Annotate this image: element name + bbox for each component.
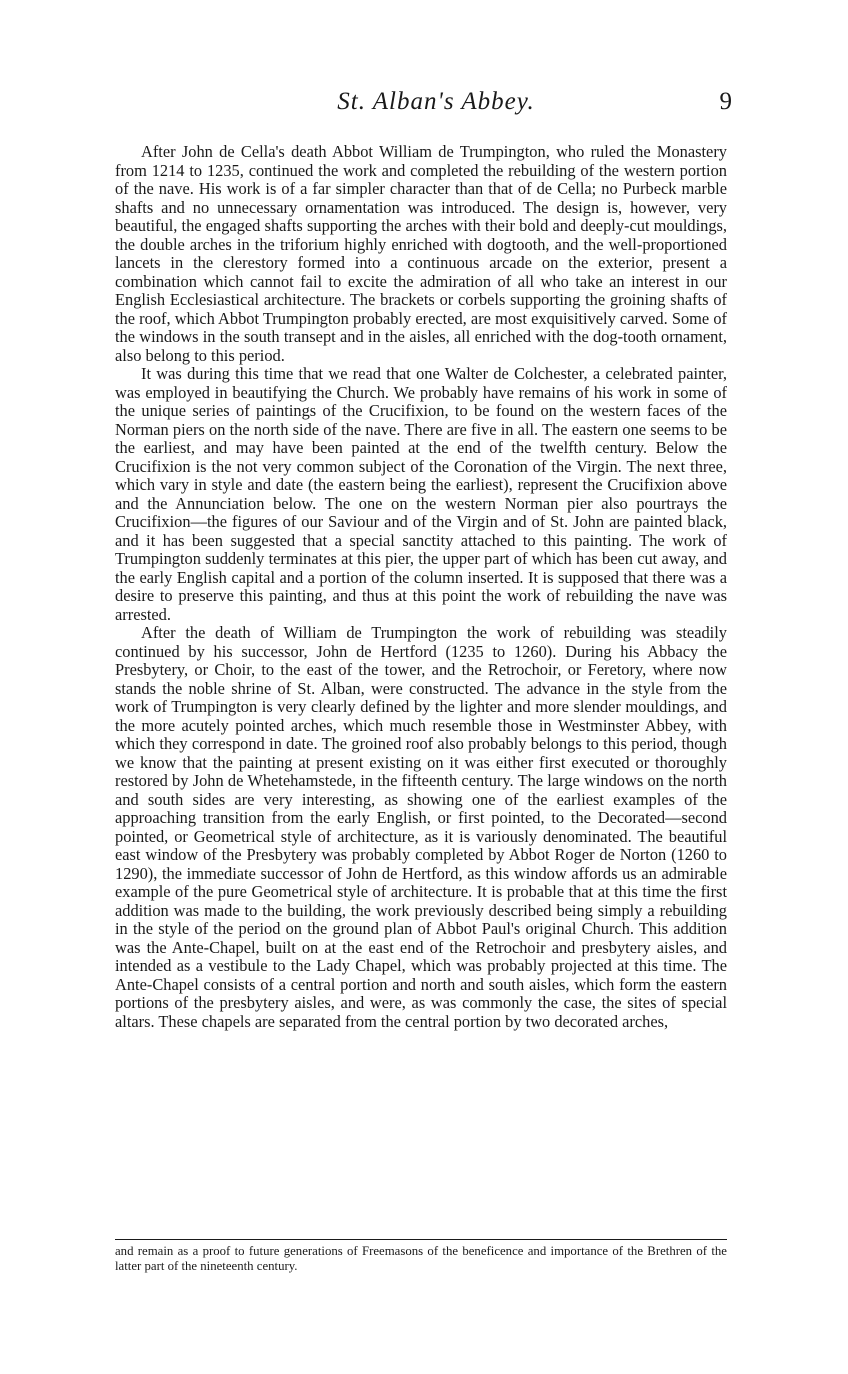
running-title: St. Alban's Abbey. [337, 88, 535, 115]
paragraph: It was during this time that we read that one Walter de Colchester, a celebrated painter, was employed in beautifying the Church. We probably have remains of his work in some of the unique series of paintings of the Crucifixion, to be found on the western faces of the Norman piers on the north side of the nave. There are five in all. The eastern one seems to be the earliest, and may have been painted at the end of the twelfth century. Below the Crucifixion is the not very common subject of the Coronation of the Virgin. The next three, which vary in style and date (the eastern being the earliest), represent the Crucifixion above and the Annunciation below. The one on the western Norman pier also pourtrays the Crucifixion—the figures of our Saviour and of the Virgin and of St. John are painted black, and it has been suggested that a special sanctity attached to this painting. The work of Trumpington suddenly terminates at this pier, the upper part of which has been cut away, and the early English capital and a portion of the column inserted. It is supposed that there was a desire to preserve this painting, and thus at this point the work of rebuilding the nave was arrested. [115, 364, 727, 624]
paragraph: After John de Cella's death Abbot William de Trumpington, who ruled the Monastery from 1214 to 1235, continued the work and completed the rebuilding of the western portion of the nave. His work is of a far simpler character than that of de Cella; no Purbeck marble shafts and no unnecessary ornamentation was introduced. The design is, however, very beautiful, the engaged shafts supporting the arches with their bold and deeply-cut mouldings, the double arches in the triforium highly enriched with dogtooth, and the well-proportioned lancets in the clerestory formed into a continuous arcade on the exterior, present a combination which cannot fail to excite the admiration of all who take an interest in our English Ecclesiastical architecture. The brackets or corbels supporting the groining shafts of the roof, which Abbot Trumpington probably erected, are most exquisitively carved. Some of the windows in the south transept and in the aisles, all enriched with the dog-tooth ornament, also belong to this period. [115, 142, 727, 365]
page-number: 9 [719, 88, 732, 115]
paragraph: After the death of William de Trumpington the work of rebuilding was steadily continued by his successor, John de Hertford (1235 to 1260). During his Abbacy the Presbytery, or Choir, to the east of the tower, and the Retrochoir, or Feretory, where now stands the noble shrine of St. Alban, were constructed. The advance in the style from the work of Trumpington is very clearly defined by the lighter and more slender mouldings, and the more acutely pointed arches, which much resemble those in Westminster Abbey, with which they correspond in date. The groined roof also probably belongs to this period, though we know that the painting at present existing on it was either first executed or thoroughly restored by John de Whetehamstede, in the fifteenth century. The large windows on the north and south sides are very interesting, as showing one of the earliest examples of the approaching transition from the early English, or first pointed, to the Decorated—second pointed, or Geometrical style of architecture, as it is variously denominated. The beautiful east window of the Presbytery was probably completed by Abbot Roger de Norton (1260 to 1290), the immediate successor of John de Hertford, as this window affords us an admirable example of the pure Geometrical style of architecture. It is probable that at this time the first addition was made to the building, the work previously described being simply a rebuilding in the style of the period on the ground plan of Abbot Paul's original Church. This addition was the Ante-Chapel, built on at the east end of the Retrochoir and presbytery aisles, and intended as a vestibule to the Lady Chapel, which was probably projected at this time. The Ante-Chapel consists of a central portion and north and south aisles, which form the eastern portions of the presbytery aisles, and were, as was commonly the case, the sites of special altars. These chapels are separated from the central portion by two decorated arches, [115, 623, 727, 1031]
running-head [140, 88, 732, 122]
footnote: and remain as a proof to future generations of Freemasons of the beneficence and importance of the Brethren of the latter part of the nineteenth century. [115, 1244, 727, 1273]
body-text [115, 143, 727, 1031]
footnote-rule [115, 1239, 727, 1240]
